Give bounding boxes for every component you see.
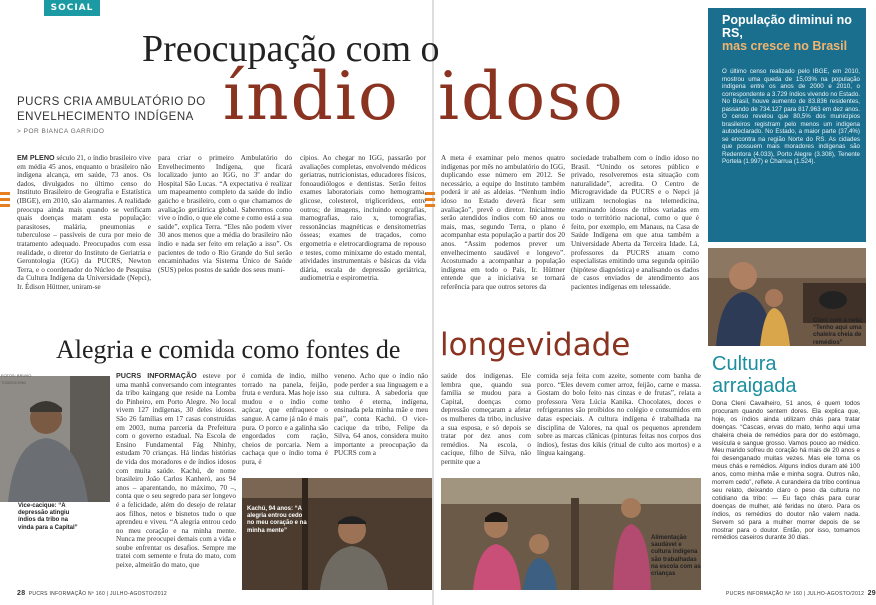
- section2-column-5: [537, 372, 701, 472]
- main-column-1: [17, 154, 151, 319]
- section2-lead: PUCRS INFORMAÇÃO: [116, 371, 197, 380]
- footer-left: [17, 590, 167, 597]
- page-spine: [432, 0, 434, 605]
- main-lead: EM PLENO: [17, 153, 55, 162]
- footer-right-page: 29: [867, 590, 876, 597]
- section2-column-3-text: veneno. Acho que o índio não pode perder a sua linguagem e a sua cultura. A sabedoria que tenho é eterna, indígena, ensinada pela minha mãe e meu pai”, conta Kachú. O vice-cacique da tribo, Felipe da Silva, 64 anos, considera muito importante a preocupação da PUCRS com a: [334, 372, 428, 458]
- photo-vice-cacique-art: [0, 376, 110, 502]
- sidebar-title: [722, 14, 862, 53]
- section2-column-4: [441, 372, 531, 472]
- section2-column-1-text: esteve por uma manhã conversando com integrantes da tribo kaingang que reside na Lomba do Pinheiro, em Porto Alegre. No local vivem 127 indígenas, 30 deles idosos. São 26 famílias em 17 casas construídas em 2003, numa parceria da Prefeitura com o governo estadual. Na Escola de Ensino Fundamental Fág Nhinhy, estudam 70 crianças. Há lindas histórias de vida dos moradores e de índios idosos com muita saúde. Kachú, de nome brasileiro João Carlos Kanheró, aos 94 anos – aparentando, no máximo, 70 –, conta que o seu segredo para ser longevo é a felicidade, além do desejo de relatar aos filhos, netos e bisnetos tudo o que aprendeu e viveu. “A alegria entrou cedo no meu coração e na minha mente. Nunca me preocupei demais com a vida e soube enfrentar os desafios. Sempre me tratei com semente e fruta do mato, com peixe, almeirão do mato, que: [116, 372, 236, 570]
- main-column-2-text: para criar o primeiro Ambulatório do Envelhecimento Indígena, que ficará localizado junto ao IGG, no 3º andar do Hospital São Lucas. “A expectativa é realizar um mapeamento completo da saúde do índio gaúcho e brasileiro, com o que chamamos de avaliação geriátrica global. Saberemos como vive o índio, o que ele come e como está a sua saúde”, explica Terra. “Eles não podem viver 30 anos menos que a média do brasileiro não índio e nada ser feito em relação a isso”. Os pacientes de todo o Rio Grande do Sul serão encaminhados via Sistema Único de Saúde (SUS) pelos postos de saúde dos seus muni-: [158, 154, 292, 274]
- section2-column-2-text: é comida de índio, milho torrado na panela, feijão, fruta e verdura. Mas hoje isso mudou e o índio come açúcar, que enfraquece o sangue. A carne já não é mais pura. O porco e a galinha são engordados com ração, cheios de porcaria. Nem a cachaça que o índio toma é pura, é: [242, 372, 328, 466]
- section2-column-4-text: saúde dos indígenas. Ele lembra que, quando sua família se mudou para a Capital, doenças como depressão começaram a afetar os mulheres da tribo, inclusive a sua esposa, e só depois se tratar por dez anos com remédios. Na escola, o cacique, filho de Silva, não permite que a: [441, 372, 531, 466]
- byline: > POR BIANCA GARRIDO: [17, 128, 105, 135]
- caption-vice-cacique: Vice-cacique: “A depressão atingiu índios da tribo na vinda para a Capital”: [18, 503, 78, 531]
- caption-kachu: Kachú, 94 anos: “A alegria entrou cedo no meu coração e na minha mente”: [247, 506, 307, 534]
- census-sidebar: [708, 8, 866, 242]
- sidebar-title-a: População diminui no RS,: [722, 13, 852, 40]
- photo-credit: FOTOS: BRUNO TODESCHINI: [1, 373, 32, 386]
- kicker: PUCRS CRIA AMBULATÓRIO DO ENVELHECIMENTO INDÍGENA: [17, 96, 206, 123]
- section2-column-3: [334, 372, 428, 472]
- main-column-4: [441, 154, 565, 319]
- section2-column-2: [242, 372, 328, 472]
- footer-right: [726, 590, 876, 597]
- cultura-title-a: Cultura: [712, 353, 777, 375]
- main-column-5: [571, 154, 699, 319]
- section2-title: Alegria e comida como fontes de: [56, 335, 401, 364]
- main-column-3: [300, 154, 426, 319]
- main-column-3-text: cípios. Ao chegar no IGG, passarão por avaliações completas, envolvendo médicos geriatras, nutricionistas, educadores físicos, fonoaudiólogos e dentistas. Serão feitos exames laboratoriais como hemograma, glicose, colesterol, triglicerídeos, entre outros; de imagens, incluindo ecografias, mamografias, raio x, tomografias, ressonâncias magnéticas e densitometrias ósseas; exames de traçados, como ergometria e eletrocardiograma de repouso e testes, como minixame do estado mental, atividades instrumentais e básicas da vida diária, escala de depressão geriátrica, audiometria e espirometria.: [300, 154, 426, 283]
- main-column-5-text: sociedade trabalhem com o índio idoso no Brasil. “Unindo os setores público e privado, resolveremos esta situação com naturalidade”, acredita. O Centro de Microgravidade da PUCRS e o Nepci já utilizam tecnologias na telemedicina, examinando idosos de tribos variadas em todo o território nacional, como o que é feito, por exemplo, em Manaus, na Casa de Saúde Indígena em que atua também a Universidade Aberta da Terceira Idade. Lá, professores da PUCRS atuam como especialistas emitindo uma segunda opinião (hipótese diagnóstica) e analisando os dados de casos enviados de atendimento aos pacientes indígenas em telessaúde.: [571, 154, 699, 291]
- caption-cleni: Cleni com a neta: “Tenho aqui uma chaleira cheia de remédios”: [813, 318, 863, 346]
- main-column-1-text: século 21, o índio brasileiro vive em média 45 anos, enquanto o brasileiro não indígena alcança, em saúde, 73 anos. Os dados, divulgados no último censo do Instituto Brasileiro de Geografia e Estatística (IBGE), em 2010, são alarmantes. A realidade preocupa ainda mais quando se verificam quais doenças matam esta população: parasitoses, malária, pneumonias e tuberculose – passíveis de cura por meio de tratamento adequado. Preocupados com essa realidade, o diretor do Instituto de Geriatria e Gerontologia (IGG) da PUCRS, Newton Terra, e o coordenador do Núcleo de Pesquisa da Cultura Indígena da Universidade (Nepci), Ir. Édison Hüttner, uniram-se: [17, 154, 151, 291]
- section2-column-1: [116, 372, 236, 584]
- headline-word-indio: índio: [223, 58, 400, 135]
- footer-left-page: 28: [17, 590, 26, 597]
- sidebar-text: O último censo realizado pelo IBGE, em 2010, mostrou uma queda de 15,03% na população indígena entre os anos de 2000 e 2010, o correspondente a 3.729 índios vivendo no Estado. No Brasil, houve aumento de 83.836 residentes, passando de 734.127 para 817.963 em dez anos. O censo revelou que 80,5% dos municípios brasileiros registram pelo menos um indígena autodeclarado. No Estado, a maior parte (37,4%) se encontra na região Norte do RS. As cidades que possuem mais moradores indígenas são Redentora (4.033), Porto Alegre (3.308), Tenente Portela (1.997) e Charrua (1.524).: [722, 68, 860, 165]
- main-column-4-text: A meta é examinar pelo menos quatro indígenas por mês no ambulatório do IGG, duplicando esse número em 2012. Se necessário, a equipe do Instituto também poderá ir até as aldeias. “Nenhum índio idoso no Estado deverá ficar sem avaliação”, prevê o diretor. Inicialmente serão atendidos índios com 60 anos ou mais, mas, segundo Terra, o plano é acompanhar esta população a partir dos 20 anos. “Assim podemos prever um envelhecimento saudável e longevo”. Acostumado a acompanhar a população indígena em todo o País, Ir. Hüttner entende que a iniciativa se tornará referência para que outros setores da: [441, 154, 565, 291]
- section2-big-word: longevidade: [440, 327, 631, 363]
- sidebar-title-b: mas cresce no Brasil: [722, 39, 848, 53]
- section2-column-5-text: comida seja feita com azeite, somente com banha de porco. “Eles devem comer arroz, feijão, carne e massa. Gostam do bolo feito nas cinzas e de frutas”, relata a professora Vera Lúcia Kanika. Chocolates, doces e refrigerantes são proibidos no colégio e consumidos em datas especiais. A cultura indígena é trabalhada na disciplina de Valores, na qual os pequenos aprendem sobre as marcas clânicas (pinturas feitas nos corpos dos índios), festas dos kikis (ritual de culto aos mortos) e a língua kaingang.: [537, 372, 701, 458]
- byline-text: POR BIANCA GARRIDO: [23, 128, 105, 135]
- main-column-2: [158, 154, 292, 319]
- cultura-title: [712, 353, 797, 397]
- cultura-text: Dona Cleni Cavalheiro, 51 anos, é quem todos procuram quando sentem dores. Ela explica que, hoje, os índios ainda utilizam chás para tratar doenças. “Cascas, ervas do mato, tenho aqui uma chaleira cheia de remédios para dor do estômago, vesícula e sangue grosso. Vamos pouco ao médico. Meu marido sofreu do coração há mais de 20 anos e foi desenganado muitas vezes. Mas ele toma os meus chás e remédios. Alguns índios duram até 100 anos, como minha mãe e minha sogra. Outros não, morrem cedo”, reflete. A curandeira da tribo continua seu relato, deixando claro o peso da cultura no cotidiano da tribo: — Eu faço chás para curar doenças de mulher, até feridas no útero. Para os índios, os remédios do doutor não valem nada. Servem só para a mulher morrer depois de se mostrar para o doutor. Então, por isso, tomamos remédios caseiros durante 30 dias.: [712, 400, 860, 542]
- photo-vice-cacique: [0, 376, 110, 502]
- footer-left-text: PUCRS INFORMAÇÃO Nº 160 | JULHO-AGOSTO/2012: [28, 591, 167, 597]
- decor-bars-center: [425, 192, 435, 210]
- decor-bars-left: [0, 192, 10, 210]
- section-tag: SOCIAL: [44, 0, 100, 16]
- footer-right-text: PUCRS INFORMAÇÃO Nº 160 | JULHO-AGOSTO/2012: [726, 591, 865, 597]
- caption-alimentacao: Alimentação saudável e cultura indígena são trabalhadas na escola com as crianças: [651, 535, 701, 578]
- headline-word-idoso: idoso: [438, 58, 625, 135]
- cultura-title-b: arraigada: [712, 375, 797, 397]
- headline-line1: Preocupação com o: [142, 28, 440, 70]
